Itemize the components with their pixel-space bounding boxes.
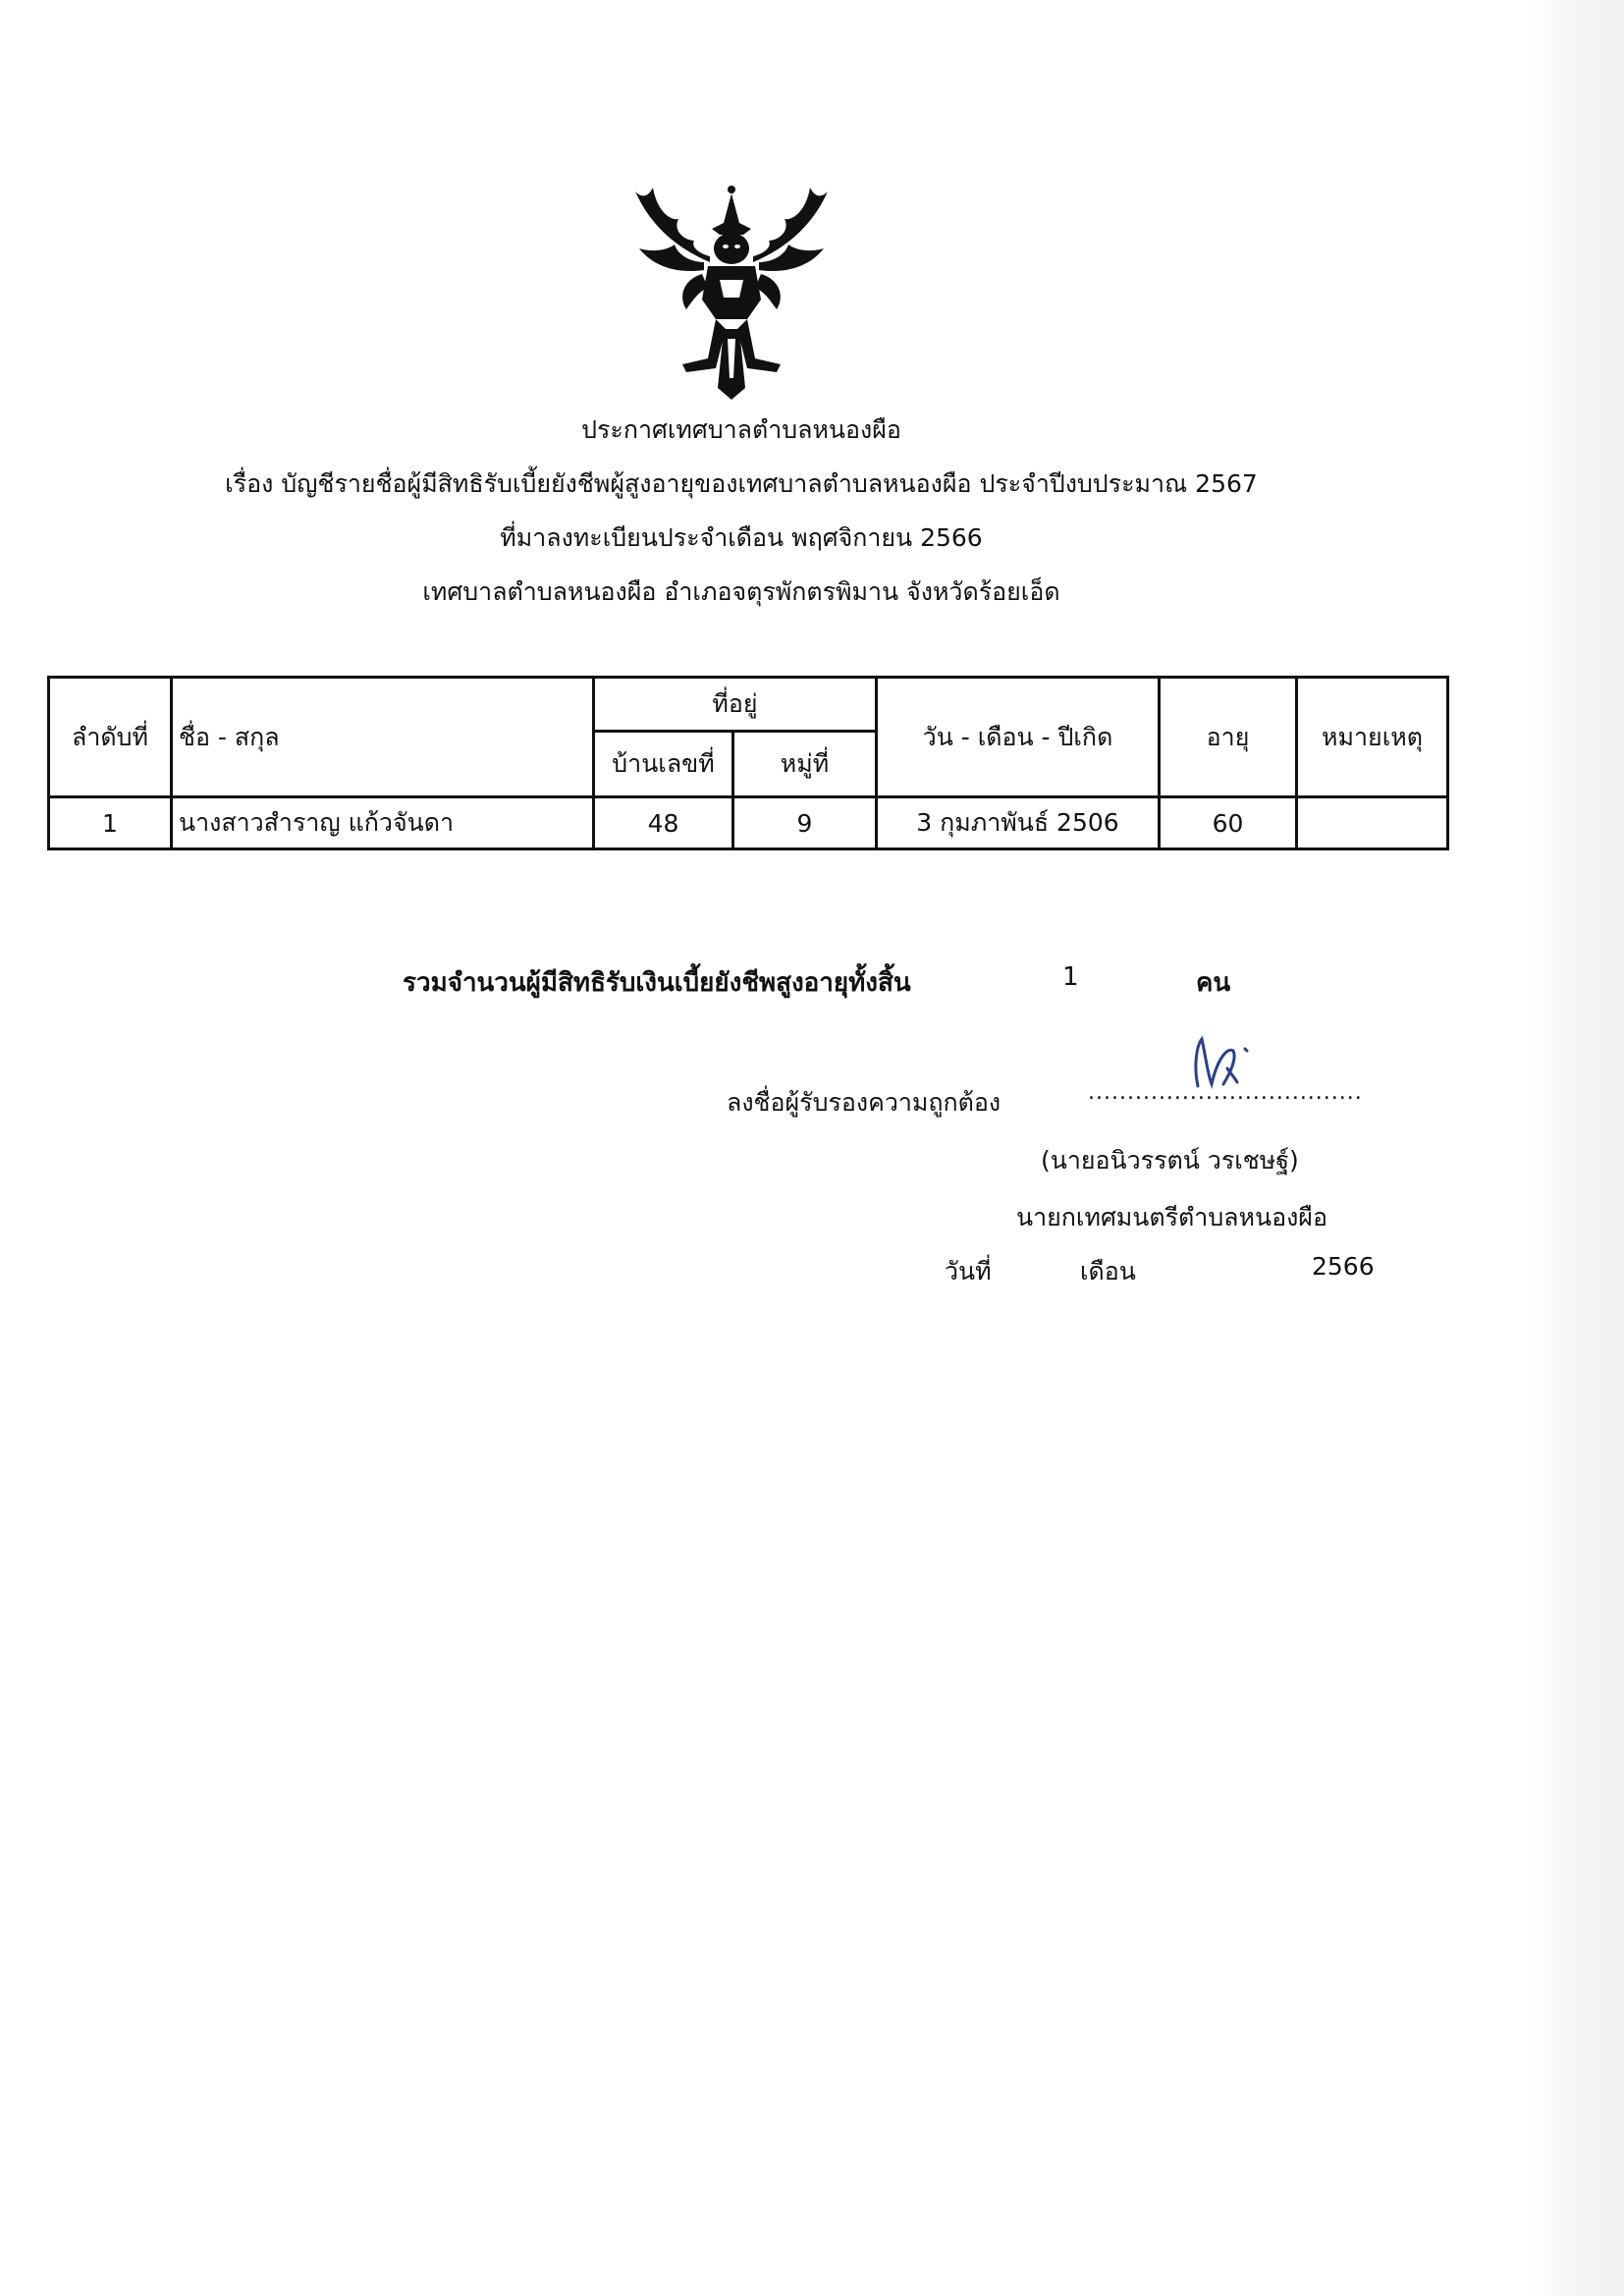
registration-period: ที่มาลงทะเบียนประจำเดือน พฤศจิกายน 2566 [500,523,983,552]
cell-name: นางสาวสำราญ แก้วจันดา [172,797,594,849]
signer-position: นายกเทศมนตรีตำบลหนองผือ [1016,1203,1327,1231]
municipality-location: เทศบาลตำบลหนองผือ อำเภอจตุรพักตรพิมาน จังหวัดร้อยเอ็ด [422,577,1060,606]
cell-order: 1 [49,797,172,849]
cell-remark [1297,797,1448,849]
header-name: ชื่อ - สกุล [172,678,594,797]
header-address: ที่อยู่ [594,678,877,732]
header-order: ลำดับที่ [49,678,172,797]
table-header-row [49,678,1448,732]
date-month-label: เดือน [1080,1257,1136,1285]
cell-age: 60 [1160,797,1297,849]
header-birth-date: วัน - เดือน - ปีเกิด [877,678,1160,797]
signer-name: (นายอนิวรรตน์ วรเชษฐ์) [1041,1146,1299,1175]
table-row [49,797,1448,849]
garuda-emblem-icon [614,172,849,403]
summary-count: 1 [1062,962,1079,992]
cell-village: 9 [733,797,877,849]
header-house-no: บ้านเลขที่ [594,732,733,797]
cell-birth-date: 3 กุมภาพันธ์ 2506 [877,797,1160,849]
cell-house-no: 48 [594,797,733,849]
announcement-title: ประกาศเทศบาลตำบลหนองผือ [581,415,901,444]
header-age: อายุ [1160,678,1297,797]
header-remark: หมายเหตุ [1297,678,1448,797]
scan-edge-shadow [1532,0,1624,2296]
summary-label: รวมจำนวนผู้มีสิทธิรับเงินเบี้ยยังชีพสูงอายุทั้งสิ้น [403,968,911,998]
date-year: 2566 [1312,1252,1375,1281]
signature-line: ................................... [1088,1080,1363,1105]
certification-label: ลงชื่อผู้รับรองความถูกต้อง [727,1088,1001,1117]
announcement-subject: เรื่อง บัญชีรายชื่อผู้มีสิทธิรับเบี้ยยังชีพผู้สูงอายุของเทศบาลตำบลหนองผือ ประจำปีงบประมาณ 2567 [225,469,1258,498]
summary-unit: คน [1196,968,1231,998]
date-day-label: วันที่ [945,1257,992,1285]
header-village: หมู่ที่ [733,732,877,797]
beneficiary-table [47,676,1449,850]
handwritten-signature [1188,1029,1257,1096]
